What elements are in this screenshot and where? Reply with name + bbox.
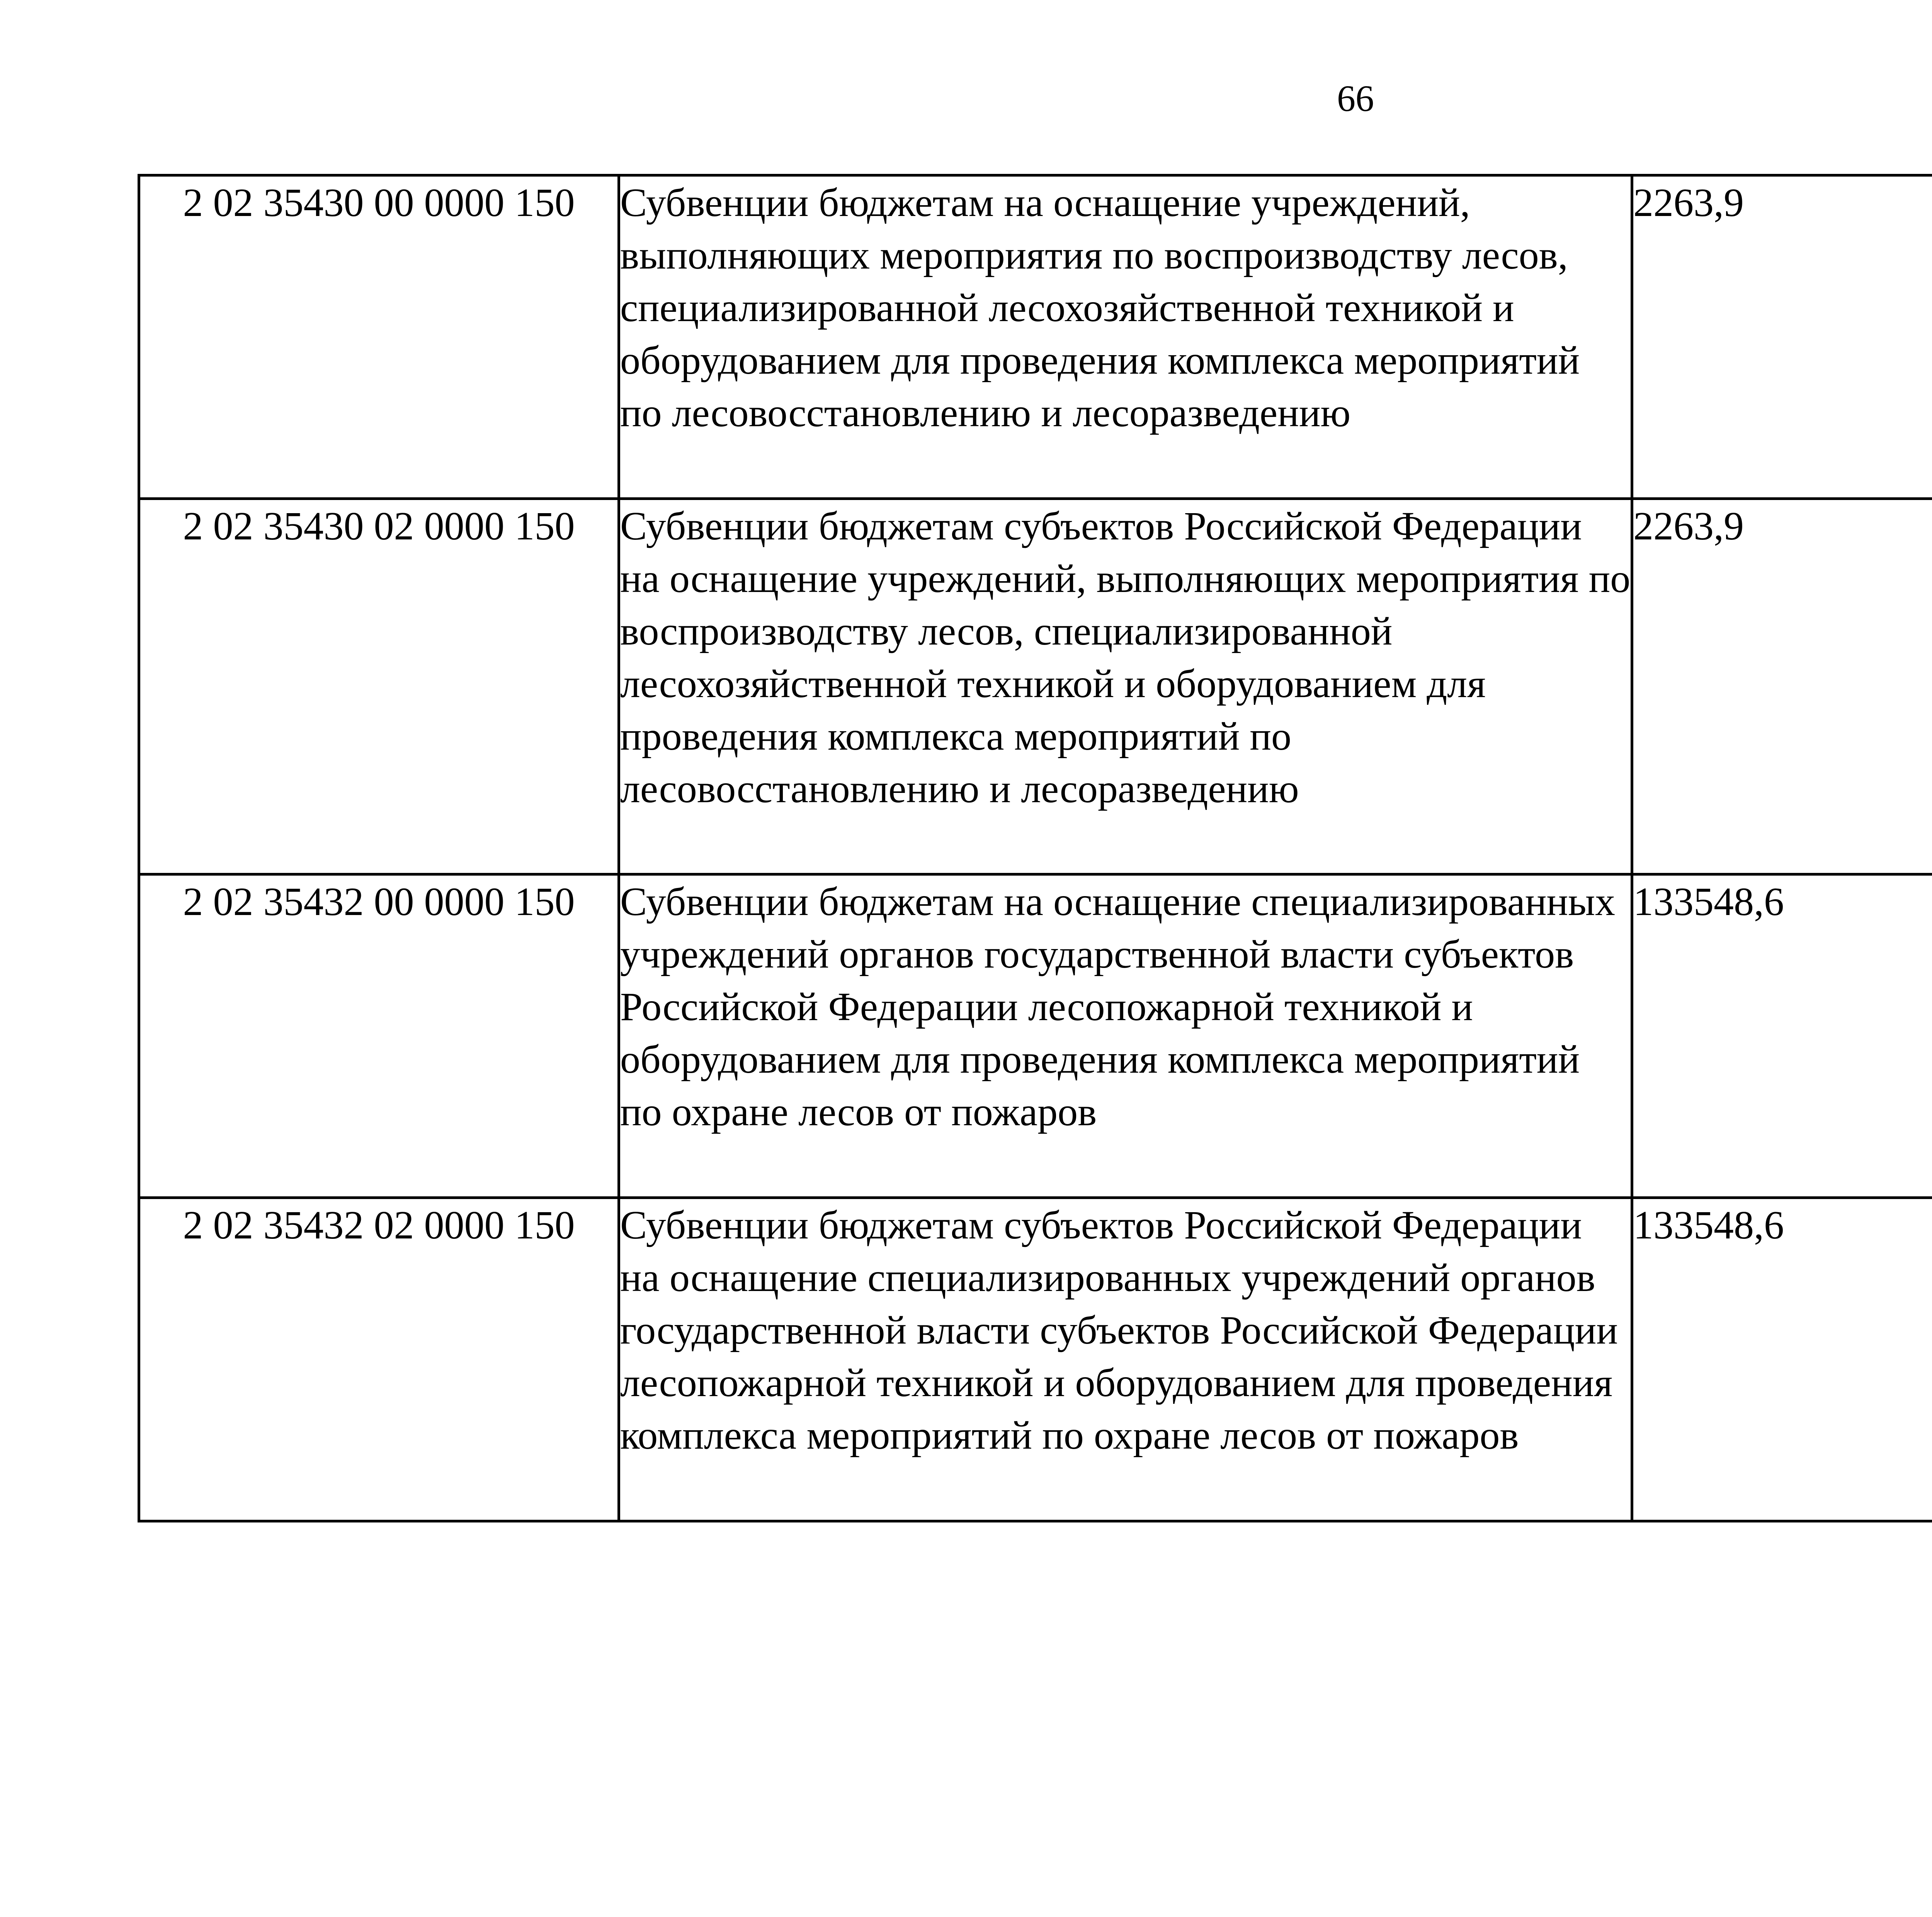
budget-code-cell: 2 02 35430 00 0000 150 <box>139 175 619 499</box>
table-row <box>139 1198 1932 1521</box>
amount-year-1-cell: 2263,9 <box>1632 175 1932 499</box>
table-row <box>139 499 1932 874</box>
description-cell: Субвенции бюджетам на оснащение учреждений, выполняющих мероприятия по воспроизводству лесов, специализированной лесохозяйственной техникой и оборудованием для проведения комплекса мероприятий по лесовосстановлению и лесоразведению <box>619 175 1632 499</box>
description-cell: Субвенции бюджетам на оснащение специализированных учреждений органов государственной власти субъектов Российской Федерации лесопожарной техникой и оборудованием для проведения комплекса мероприятий по охране лесов от пожаров <box>619 874 1632 1198</box>
page-number: 66 <box>1337 78 1374 119</box>
budget-code-cell: 2 02 35430 02 0000 150 <box>139 499 619 874</box>
table-row <box>139 175 1932 499</box>
description-cell: Субвенции бюджетам субъектов Российской Федерации на оснащение специализированных учреждений органов государственной власти субъектов Российской Федерации лесопожарной техникой и оборудованием для проведения комплекса мероприятий по охране лесов от пожаров <box>619 1198 1632 1521</box>
budget-table <box>138 174 1932 1522</box>
amount-year-1-cell: 2263,9 <box>1632 499 1932 874</box>
budget-code-cell: 2 02 35432 02 0000 150 <box>139 1198 619 1521</box>
description-cell: Субвенции бюджетам субъектов Российской Федерации на оснащение учреждений, выполняющих мероприятия по воспроизводству лесов, специализированной лесохозяйственной техникой и оборудованием для проведения комплекса мероприятий по лесовосстановлению и лесоразведению <box>619 499 1632 874</box>
amount-year-1-cell: 133548,6 <box>1632 874 1932 1198</box>
table-row <box>139 874 1932 1198</box>
amount-year-1-cell: 133548,6 <box>1632 1198 1932 1521</box>
budget-code-cell: 2 02 35432 00 0000 150 <box>139 874 619 1198</box>
